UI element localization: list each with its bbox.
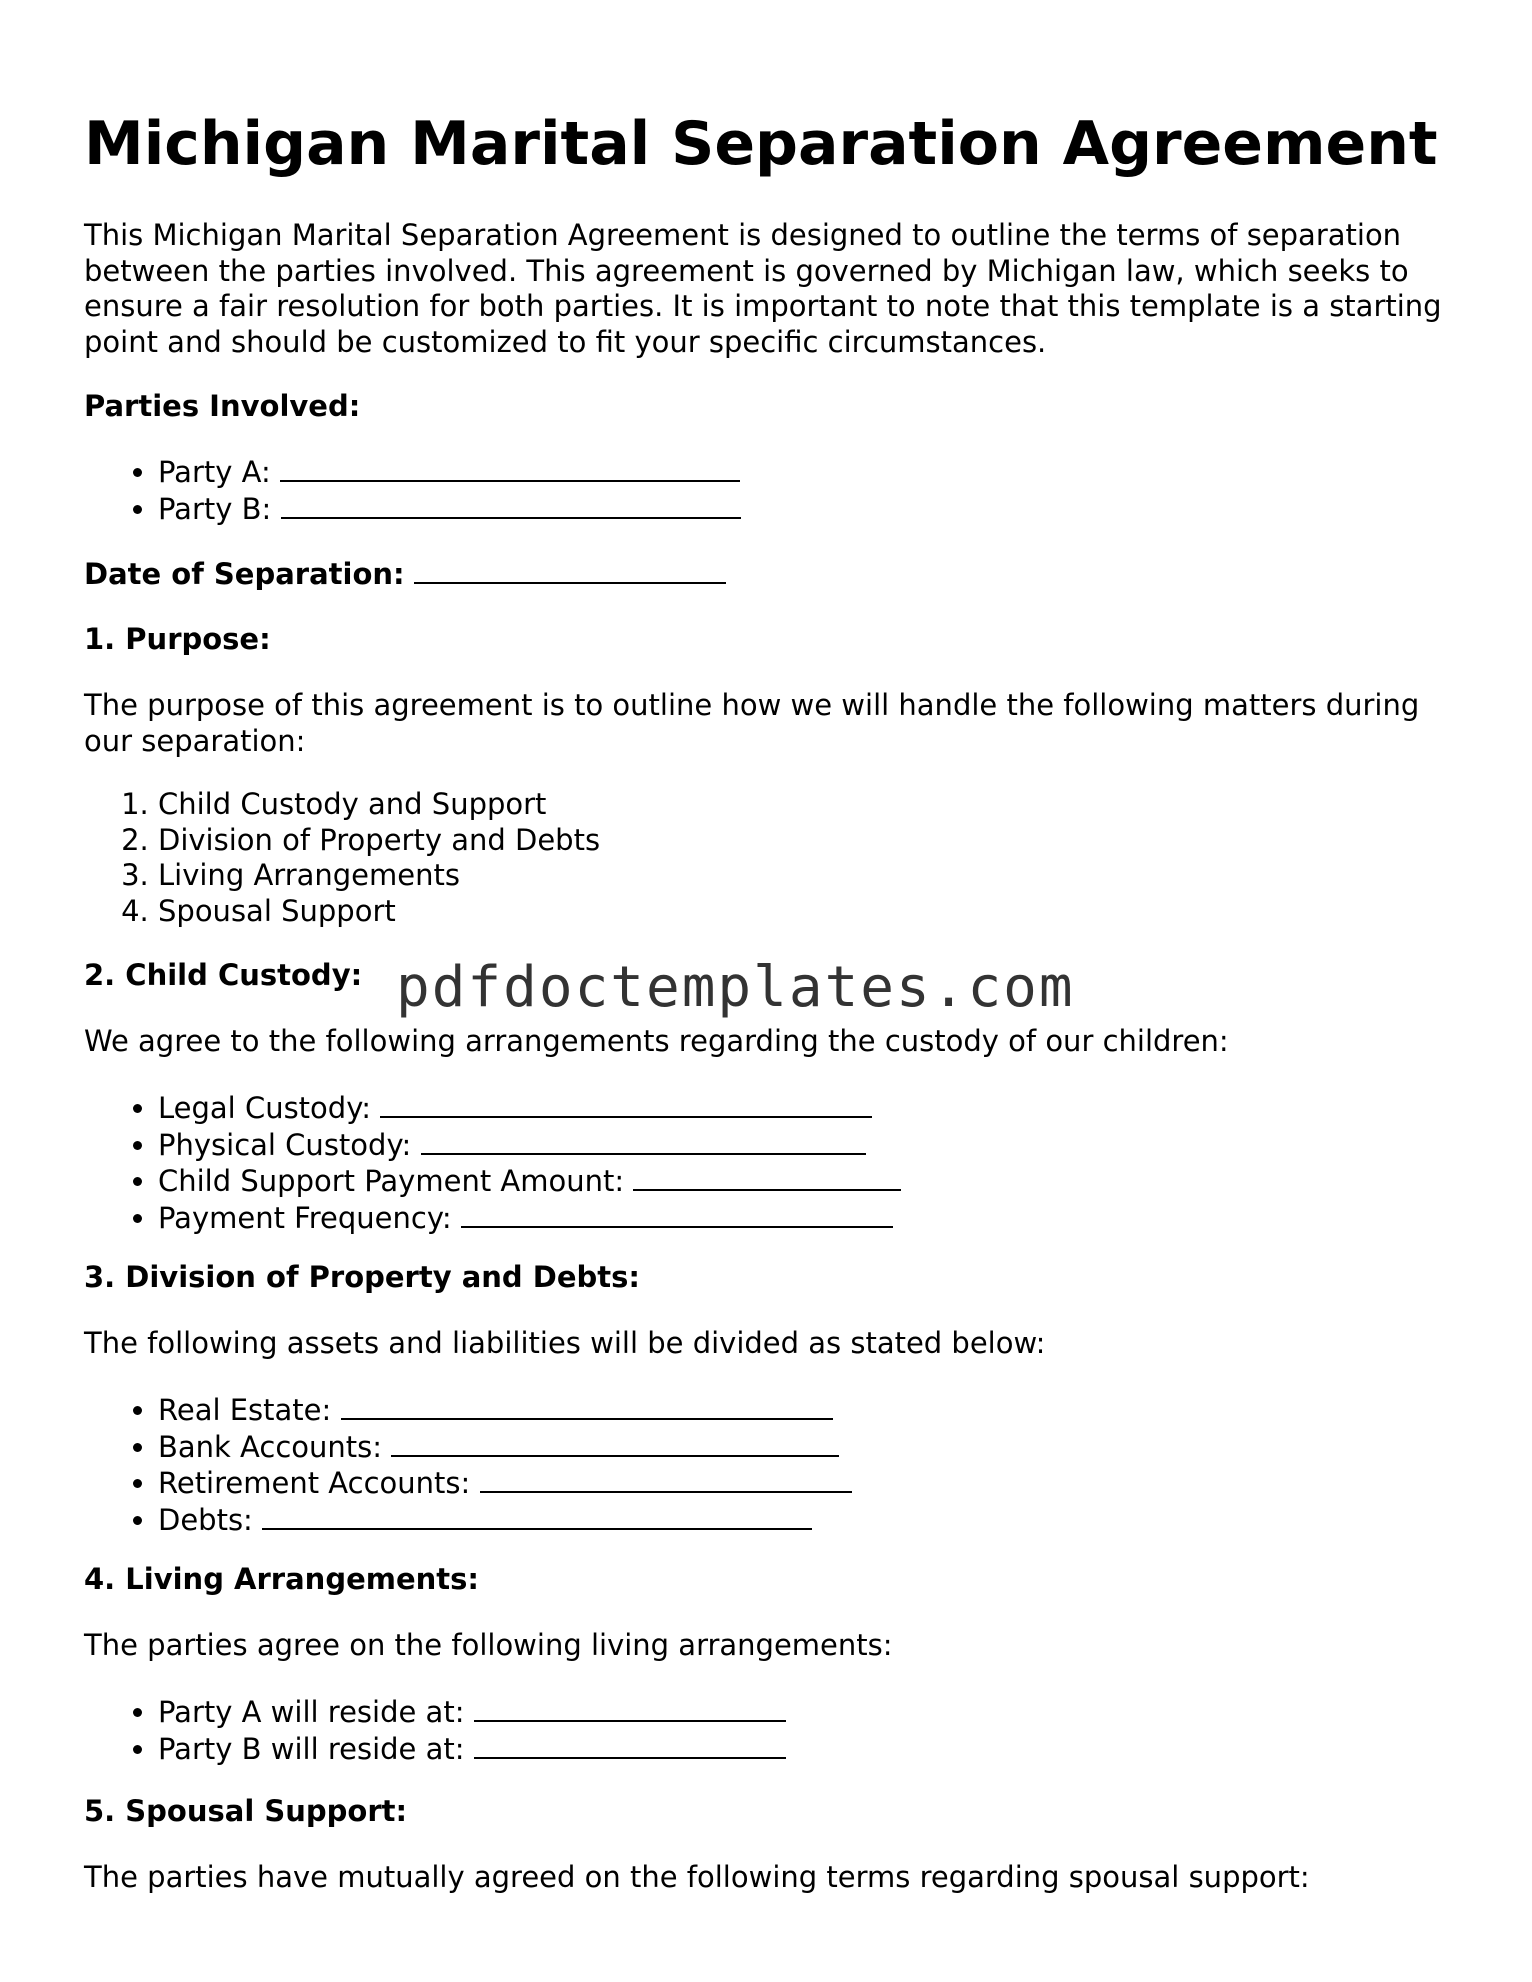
- spousal-heading: 5. Spousal Support:: [84, 1794, 408, 1828]
- list-item: • Legal Custody:: [158, 1090, 1532, 1127]
- legal-custody-blank[interactable]: [380, 1090, 872, 1118]
- list-item: • Child Support Payment Amount:: [158, 1163, 1532, 1200]
- list-item: • Payment Frequency:: [158, 1200, 1532, 1237]
- watermark-text: pdfdoctemplates.com: [396, 955, 1075, 1020]
- list-item: • Bank Accounts:: [158, 1429, 1532, 1466]
- party-b-residence-blank[interactable]: [474, 1731, 786, 1759]
- physical-custody-blank[interactable]: [421, 1127, 866, 1155]
- living-list: [84, 1694, 1532, 1767]
- retirement-accounts-blank[interactable]: [480, 1465, 852, 1493]
- child-custody-heading: 2. Child Custody:: [84, 958, 363, 992]
- living-heading: 4. Living Arrangements:: [84, 1562, 479, 1596]
- party-a-residence-blank[interactable]: [474, 1694, 786, 1722]
- debts-blank[interactable]: [262, 1502, 812, 1530]
- living-text: The parties agree on the following living arrangements:: [84, 1628, 893, 1662]
- list-item: • Party A will reside at:: [158, 1694, 1532, 1731]
- payment-frequency-blank[interactable]: [461, 1200, 893, 1228]
- parties-list: [84, 454, 1532, 527]
- date-of-separation-row: [84, 556, 1464, 593]
- list-item: • Real Estate:: [158, 1392, 1532, 1429]
- list-item: 2. Division of Property and Debts: [158, 823, 1532, 859]
- child-custody-text: We agree to the following arrangements regarding the custody of our children:: [84, 1024, 1229, 1058]
- purpose-list: [84, 787, 1532, 929]
- property-text: The following assets and liabilities will be divided as stated below:: [84, 1326, 1046, 1360]
- list-item: 3. Living Arrangements: [158, 858, 1532, 894]
- list-item: • Party B will reside at:: [158, 1731, 1532, 1768]
- intro-paragraph: This Michigan Marital Separation Agreement is designed to outline the terms of separation between the parties involved. This agreement is governed by Michigan law, which seeks to ensure a fair resolution for both parties. It is important to note that this template is a starting point and should be customized to fit your specific circumstances.: [84, 218, 1442, 359]
- date-of-separation-blank[interactable]: [414, 556, 726, 584]
- list-item: • Party B:: [158, 491, 1532, 528]
- property-list: [84, 1392, 1532, 1538]
- child-custody-list: [84, 1090, 1532, 1236]
- bank-accounts-blank[interactable]: [391, 1429, 839, 1457]
- parties-heading: Parties Involved:: [84, 389, 361, 423]
- document-title: Michigan Marital Separation Agreement: [84, 109, 1438, 179]
- property-heading: 3. Division of Property and Debts:: [84, 1260, 641, 1294]
- party-a-blank[interactable]: [280, 454, 740, 482]
- party-b-blank[interactable]: [281, 491, 741, 519]
- purpose-heading: 1. Purpose:: [84, 622, 271, 656]
- list-item: • Physical Custody:: [158, 1127, 1532, 1164]
- list-item: 4. Spousal Support: [158, 894, 1532, 930]
- list-item: • Party A:: [158, 454, 1532, 491]
- list-item: 1. Child Custody and Support: [158, 787, 1532, 823]
- spousal-text: The parties have mutually agreed on the following terms regarding spousal support:: [84, 1860, 1310, 1894]
- list-item: • Debts:: [158, 1502, 1532, 1539]
- purpose-text: The purpose of this agreement is to outline how we will handle the following matters during our separation:: [84, 688, 1420, 758]
- child-support-amount-blank[interactable]: [633, 1163, 901, 1191]
- list-item: • Retirement Accounts:: [158, 1465, 1532, 1502]
- real-estate-blank[interactable]: [341, 1392, 833, 1420]
- date-of-separation-label: Date of Separation:: [84, 557, 405, 591]
